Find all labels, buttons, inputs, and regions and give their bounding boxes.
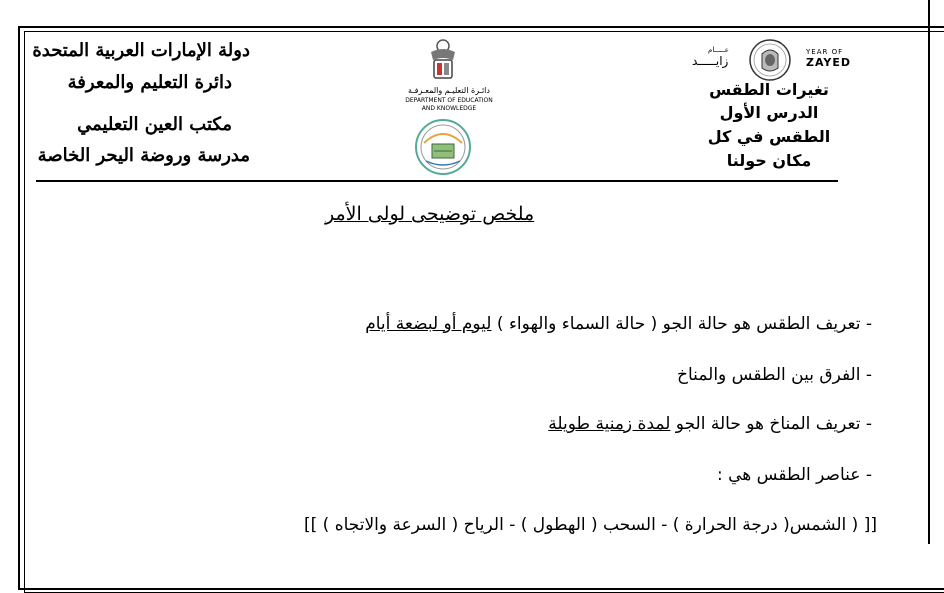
zayed-portrait-icon — [748, 38, 792, 82]
org-school: مدرسة وروضة اليحر الخاصة — [37, 145, 250, 166]
lesson-name-1: الطقس في كل — [707, 127, 831, 146]
right-edge-rule — [928, 0, 930, 544]
body-line-difference: - الفرق بين الطقس والمناخ — [677, 365, 872, 385]
header-divider — [36, 180, 838, 182]
body-line-weather-definition — [365, 314, 872, 334]
org-office: مكتب العين التعليمي — [77, 114, 232, 135]
dept-name-en-2: AND KNOWLEDGE — [421, 105, 477, 112]
climate-definition-duration: لمدة زمنية طويلة — [548, 414, 671, 434]
zayed-arabic: زايـــــد — [692, 54, 729, 68]
dept-name-arabic: دائـرة التعليـم والمعـرفـة — [408, 86, 490, 95]
school-logo — [412, 117, 474, 177]
zayed-label: ZAYED — [806, 56, 852, 69]
body-line-elements-list: [[ ( الشمس( درجة الحرارة ) - السحب ( الهطول ) - الرياح ( السرعة والاتجاه ) ]] — [303, 515, 877, 535]
page-title: ملخص توضيحى لولى الأمر — [325, 203, 535, 225]
climate-definition-text: - تعريف المناخ هو حالة الجو — [670, 414, 872, 434]
org-country: دولة الإمارات العربية المتحدة — [32, 40, 250, 61]
lesson-number: الدرس الأول — [719, 103, 819, 122]
weather-definition-text: - تعريف الطقس هو حالة الجو ( حالة السماء والهواء ) — [491, 314, 872, 334]
lesson-name-2: مكان حولنا — [726, 151, 812, 170]
dept-name-en-1: DEPARTMENT OF EDUCATION — [405, 97, 493, 104]
body-line-climate-definition — [548, 414, 872, 434]
body-line-weather-elements: - عناصر الطقس هي : — [716, 465, 872, 485]
year-of-label: YEAR OF — [806, 48, 844, 56]
weather-definition-duration: ليوم أو لبضعة أيام — [365, 314, 492, 334]
year-of-arabic: عـــــام — [708, 46, 729, 54]
abu-dhabi-emblem — [423, 38, 463, 82]
org-department: دائرة التعليم والمعرفة — [67, 72, 232, 93]
lesson-topic: تغيرات الطقس — [709, 80, 829, 99]
